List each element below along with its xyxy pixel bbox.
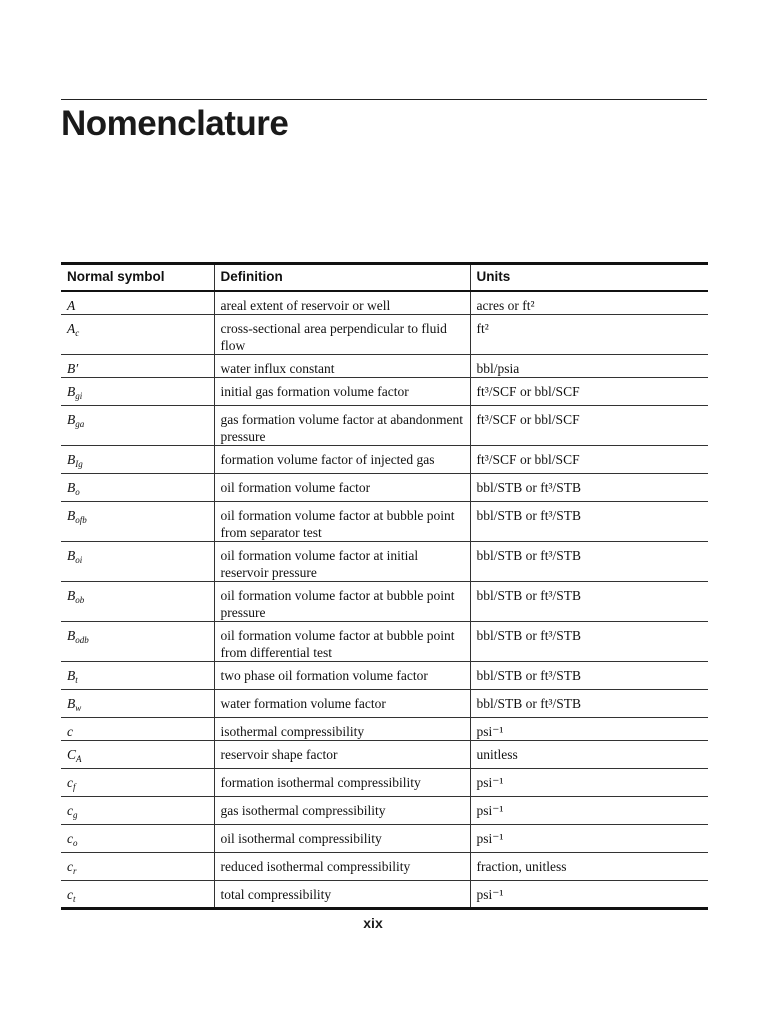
table-row bbox=[61, 622, 708, 662]
symbol-cell bbox=[61, 406, 214, 446]
units-cell: ft³/SCF or bbl/SCF bbox=[470, 406, 708, 446]
units-cell: bbl/STB or ft³/STB bbox=[470, 582, 708, 622]
units-cell: bbl/STB or ft³/STB bbox=[470, 542, 708, 582]
table-row bbox=[61, 315, 708, 355]
definition-cell: gas formation volume factor at abandonment pressure bbox=[214, 406, 470, 446]
symbol-subscript: gi bbox=[75, 391, 83, 401]
definition-cell: cross-sectional area perpendicular to fluid flow bbox=[214, 315, 470, 355]
symbol-subscript: Ig bbox=[75, 459, 83, 469]
symbol-cell bbox=[61, 881, 214, 909]
symbol-subscript: w bbox=[75, 703, 82, 713]
definition-cell: oil formation volume factor bbox=[214, 474, 470, 502]
table-row bbox=[61, 474, 708, 502]
symbol-base: B bbox=[67, 628, 76, 643]
symbol-cell bbox=[61, 825, 214, 853]
table-row bbox=[61, 662, 708, 690]
table-row bbox=[61, 825, 708, 853]
symbol-cell bbox=[61, 690, 214, 718]
symbol-base: c bbox=[67, 887, 73, 902]
symbol-subscript: o bbox=[75, 487, 80, 497]
definition-cell: water influx constant bbox=[214, 355, 470, 378]
table-row bbox=[61, 797, 708, 825]
header-row bbox=[61, 264, 708, 292]
definition-cell: isothermal compressibility bbox=[214, 718, 470, 741]
symbol-cell bbox=[61, 622, 214, 662]
symbol-base: c bbox=[67, 859, 73, 874]
symbol-base: C bbox=[67, 747, 77, 762]
units-cell: psi⁻¹ bbox=[470, 881, 708, 909]
symbol-subscript: ga bbox=[75, 419, 85, 429]
table-row bbox=[61, 542, 708, 582]
table-row bbox=[61, 291, 708, 315]
table-row bbox=[61, 690, 708, 718]
definition-cell: reservoir shape factor bbox=[214, 741, 470, 769]
definition-cell: reduced isothermal compressibility bbox=[214, 853, 470, 881]
symbol-subscript: f bbox=[73, 782, 76, 792]
units-cell: ft³/SCF or bbl/SCF bbox=[470, 446, 708, 474]
symbol-cell bbox=[61, 355, 214, 378]
table-row bbox=[61, 741, 708, 769]
definition-cell: two phase oil formation volume factor bbox=[214, 662, 470, 690]
page-number: xix bbox=[363, 915, 383, 931]
symbol-subscript: oi bbox=[75, 555, 83, 565]
units-cell: psi⁻¹ bbox=[470, 797, 708, 825]
units-cell: psi⁻¹ bbox=[470, 718, 708, 741]
symbol-cell bbox=[61, 378, 214, 406]
symbol-cell bbox=[61, 474, 214, 502]
symbol-cell bbox=[61, 582, 214, 622]
symbol-base: c bbox=[67, 831, 73, 846]
symbol-base: B bbox=[67, 548, 76, 563]
symbol-cell bbox=[61, 853, 214, 881]
definition-cell: total compressibility bbox=[214, 881, 470, 909]
table-row bbox=[61, 718, 708, 741]
units-cell: bbl/STB or ft³/STB bbox=[470, 502, 708, 542]
symbol-base: c bbox=[67, 775, 73, 790]
units-cell: bbl/psia bbox=[470, 355, 708, 378]
units-cell: acres or ft² bbox=[470, 291, 708, 315]
symbol-base: B bbox=[67, 696, 76, 711]
units-cell: psi⁻¹ bbox=[470, 825, 708, 853]
symbol-cell bbox=[61, 542, 214, 582]
units-cell: psi⁻¹ bbox=[470, 769, 708, 797]
symbol-cell bbox=[61, 741, 214, 769]
symbol-base: A bbox=[67, 298, 76, 313]
symbol-cell bbox=[61, 797, 214, 825]
symbol-cell bbox=[61, 718, 214, 741]
symbol-base: A bbox=[67, 321, 76, 336]
units-cell: ft² bbox=[470, 315, 708, 355]
header-symbol: Normal symbol bbox=[61, 264, 214, 292]
table-row bbox=[61, 446, 708, 474]
symbol-subscript: t bbox=[73, 894, 76, 904]
symbol-base: c bbox=[67, 803, 73, 818]
nomenclature-table bbox=[61, 262, 708, 910]
symbol-subscript: ofb bbox=[75, 515, 87, 525]
units-cell: bbl/STB or ft³/STB bbox=[470, 662, 708, 690]
definition-cell: oil formation volume factor at bubble point pressure bbox=[214, 582, 470, 622]
symbol-base: B′ bbox=[67, 361, 79, 376]
top-rule bbox=[61, 99, 707, 100]
table-row bbox=[61, 881, 708, 909]
units-cell: bbl/STB or ft³/STB bbox=[470, 474, 708, 502]
symbol-subscript: A bbox=[76, 754, 82, 764]
symbol-base: B bbox=[67, 588, 76, 603]
table-row bbox=[61, 406, 708, 446]
symbol-subscript: r bbox=[73, 866, 77, 876]
symbol-base: B bbox=[67, 668, 76, 683]
definition-cell: oil formation volume factor at bubble point from separator test bbox=[214, 502, 470, 542]
header-units: Units bbox=[470, 264, 708, 292]
symbol-base: B bbox=[67, 480, 76, 495]
symbol-cell bbox=[61, 446, 214, 474]
header-definition: Definition bbox=[214, 264, 470, 292]
definition-cell: oil formation volume factor at bubble point from differential test bbox=[214, 622, 470, 662]
units-cell: bbl/STB or ft³/STB bbox=[470, 622, 708, 662]
symbol-subscript: odb bbox=[75, 635, 89, 645]
definition-cell: oil formation volume factor at initial reservoir pressure bbox=[214, 542, 470, 582]
units-cell: ft³/SCF or bbl/SCF bbox=[470, 378, 708, 406]
symbol-base: B bbox=[67, 452, 76, 467]
table-row bbox=[61, 502, 708, 542]
symbol-cell bbox=[61, 502, 214, 542]
table-row bbox=[61, 355, 708, 378]
symbol-cell bbox=[61, 769, 214, 797]
symbol-subscript: c bbox=[75, 328, 80, 338]
symbol-base: c bbox=[67, 724, 73, 739]
page-title: Nomenclature bbox=[61, 104, 289, 143]
definition-cell: gas isothermal compressibility bbox=[214, 797, 470, 825]
table-row bbox=[61, 769, 708, 797]
symbol-cell bbox=[61, 315, 214, 355]
table-row bbox=[61, 378, 708, 406]
units-cell: unitless bbox=[470, 741, 708, 769]
symbol-subscript: t bbox=[75, 675, 78, 685]
table-row bbox=[61, 582, 708, 622]
symbol-cell bbox=[61, 291, 214, 315]
symbol-subscript: o bbox=[73, 838, 78, 848]
symbol-subscript: ob bbox=[75, 595, 85, 605]
symbol-base: B bbox=[67, 384, 76, 399]
definition-cell: water formation volume factor bbox=[214, 690, 470, 718]
table-row bbox=[61, 853, 708, 881]
units-cell: bbl/STB or ft³/STB bbox=[470, 690, 708, 718]
table-body bbox=[61, 291, 708, 909]
units-cell: fraction, unitless bbox=[470, 853, 708, 881]
definition-cell: formation isothermal compressibility bbox=[214, 769, 470, 797]
definition-cell: formation volume factor of injected gas bbox=[214, 446, 470, 474]
definition-cell: areal extent of reservoir or well bbox=[214, 291, 470, 315]
symbol-subscript: g bbox=[73, 810, 78, 820]
definition-cell: oil isothermal compressibility bbox=[214, 825, 470, 853]
symbol-cell bbox=[61, 662, 214, 690]
symbol-base: B bbox=[67, 508, 76, 523]
definition-cell: initial gas formation volume factor bbox=[214, 378, 470, 406]
symbol-base: B bbox=[67, 412, 76, 427]
